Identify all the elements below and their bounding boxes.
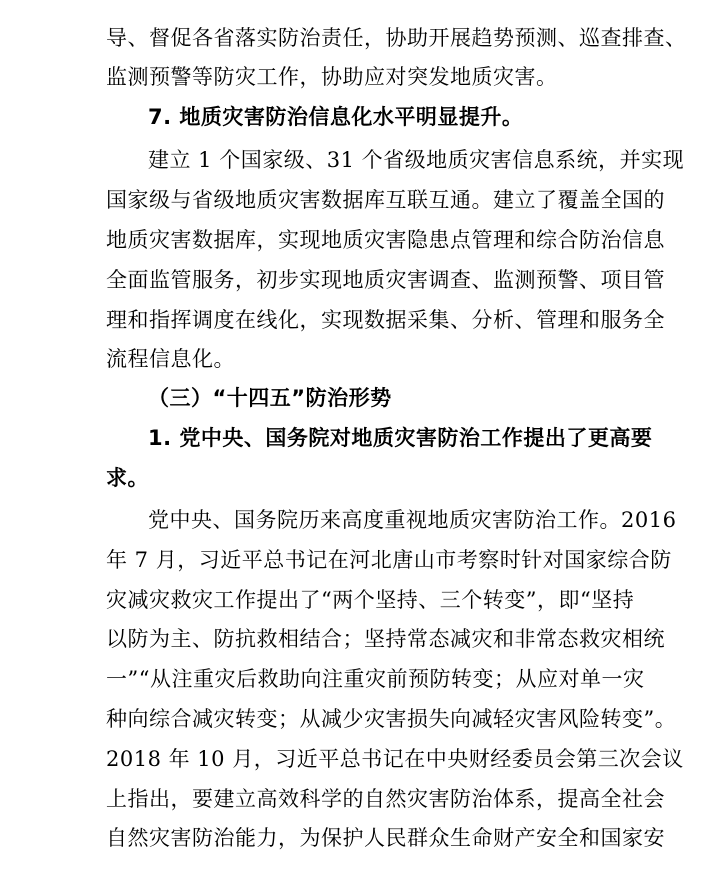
text-line: 2018 年 10 月，习近平总书记在中央财经委员会第三次会议 [106,747,684,771]
section-7-heading: 7. 地质灾害防治信息化水平明显提升。 [148,105,524,129]
text-line: 监测预警等防灾工作，协助应对突发地质灾害。 [106,65,558,89]
text-line: 流程信息化。 [106,347,235,371]
text-line: 自然灾害防治能力，为保护人民群众生命财产安全和国家安 [106,826,665,850]
text-line: 建立 1 个国家级、31 个省级地质灾害信息系统，并实现 [148,148,685,172]
part-3-heading: （三）“十四五”防治形势 [148,386,392,410]
subsection-1-heading: 1. 党中央、国务院对地质灾害防治工作提出了更高要 [148,426,653,450]
text-line: 党中央、国务院历来高度重视地质灾害防治工作。2016 [148,508,677,532]
text-line: 种向综合减灾转变；从减少灾害损失向减轻灾害风险转变”。 [106,707,677,731]
text-line: 一”“从注重灾后救助向注重灾前预防转变；从应对单一灾 [106,667,645,691]
text-line: 地质灾害数据库，实现地质灾害隐患点管理和综合防治信息 [106,228,665,252]
text-line: 灾减灾救灾工作提出了“两个坚持、三个转变”，即“坚持 [106,588,635,612]
text-line: 以防为主、防抗救相结合；坚持常态减灾和非常态救灾相统 [106,627,665,651]
subsection-1-heading-continued: 求。 [106,466,149,490]
text-line: 上指出，要建立高效科学的自然灾害防治体系，提高全社会 [106,787,665,811]
text-line: 导、督促各省落实防治责任，协助开展趋势预测、巡查排查、 [106,26,687,50]
text-line: 理和指挥调度在线化，实现数据采集、分析、管理和服务全 [106,308,665,332]
text-line: 国家级与省级地质灾害数据库互联互通。建立了覆盖全国的 [106,188,665,212]
text-line: 全面监管服务，初步实现地质灾害调查、监测预警、项目管 [106,268,665,292]
text-line: 年 7 月，习近平总书记在河北唐山市考察时针对国家综合防 [106,548,672,572]
